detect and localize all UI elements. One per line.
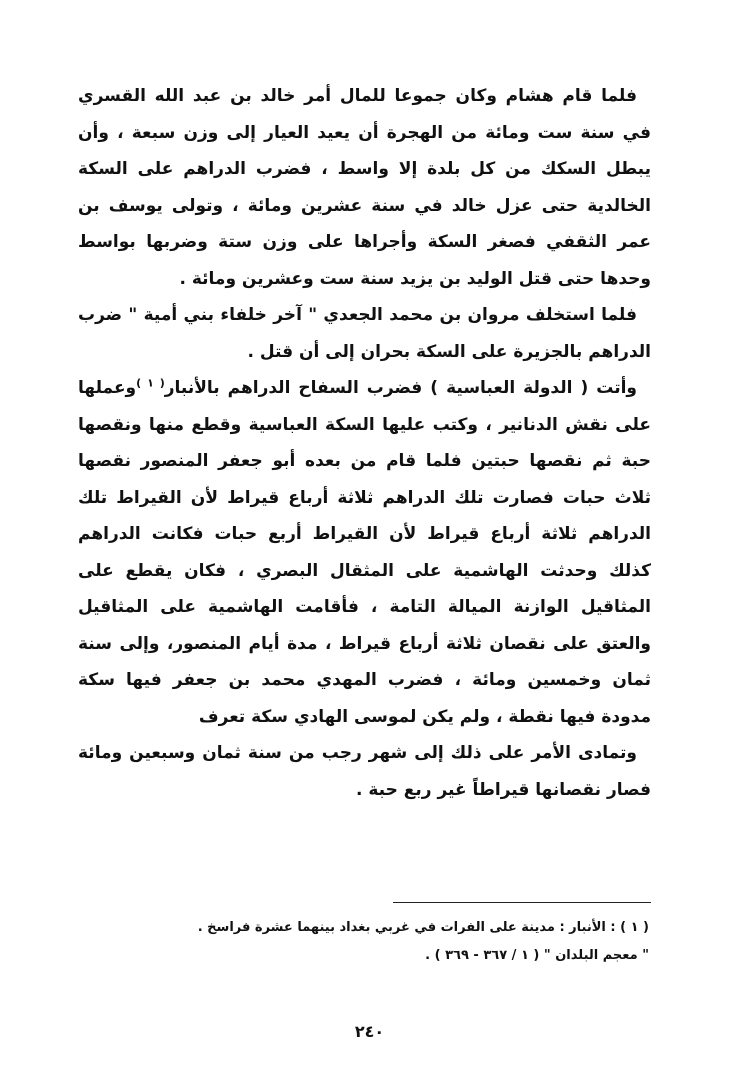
main-text	[78, 78, 651, 808]
paragraph-3	[78, 370, 651, 735]
footnote-reference: ( ١ )	[136, 376, 165, 390]
paragraph-4: وتمادى الأمر على ذلك إلى شهر رجب من سنة ثمان وسبعين ومائة فصار نقصانها قيراطاً غير ربع حبة .	[78, 743, 651, 800]
footnotes	[78, 914, 649, 970]
page-number: ٢٤٠	[354, 1022, 385, 1041]
footnote-line-2: " معجم البلدان " ( ١ / ٣٦٧ - ٣٦٩ ) .	[425, 948, 649, 963]
footnote-line-1: ( ١ ) : الأنبار : مدينة على الفرات في غربي بغداد بينهما عشرة فراسخ .	[197, 920, 649, 935]
footnote-divider	[393, 902, 651, 903]
paragraph-3-start: وأتت ( الدولة العباسية ) فضرب السفاح الدراهم بالأنبار	[164, 378, 637, 398]
paragraph-3-rest: وعملها على نقش الدنانير ، وكتب عليها السكة العباسية وقطع منها ونقصها حبة ثم نقصها حبتين فلما قام من بعده أبو جعفر المنصور نقصها ثلاث حبات فصارت تلك الدراهم ثلاثة أرباع قيراط لأن القيراط تلك الدراهم ثلاثة أرباع قيراط لأن القيراط أربع حبات فكانت الدراهم كذلك وحدثت الهاشمية على المثقال البصري ، فكان يقطع على المثاقيل الوازنة الميالة التامة ، فأقامت الهاشمية على المثاقيل والعتق على نقصان ثلاثة أرباع قيراط ، مدة أيام المنصور، وإلى سنة ثمان وخمسين ومائة ، فضرب المهدي محمد بن جعفر فيها سكة مدودة فيها نقطة ، ولم يكن لموسى الهادي سكة تعرف	[78, 378, 651, 727]
paragraph-1: فلما قام هشام وكان جموعا للمال أمر خالد بن عبد الله القسري في سنة ست ومائة من الهجرة أن يعيد العيار إلى وزن سبعة ، وأن يبطل السكك من كل بلدة إلا واسط ، فضرب الدراهم على السكة الخالدية حتى عزل خالد في سنة عشرين ومائة ، وتولى يوسف بن عمر الثقفي فصغر السكة وأجراها على وزن ستة وضربها بواسط وحدها حتى قتل الوليد بن يزيد سنة ست وعشرين ومائة .	[78, 86, 651, 289]
paragraph-2: فلما استخلف مروان بن محمد الجعدي " آخر خلفاء بني أمية " ضرب الدراهم بالجزيرة على السكة بحران إلى أن قتل .	[78, 305, 651, 362]
